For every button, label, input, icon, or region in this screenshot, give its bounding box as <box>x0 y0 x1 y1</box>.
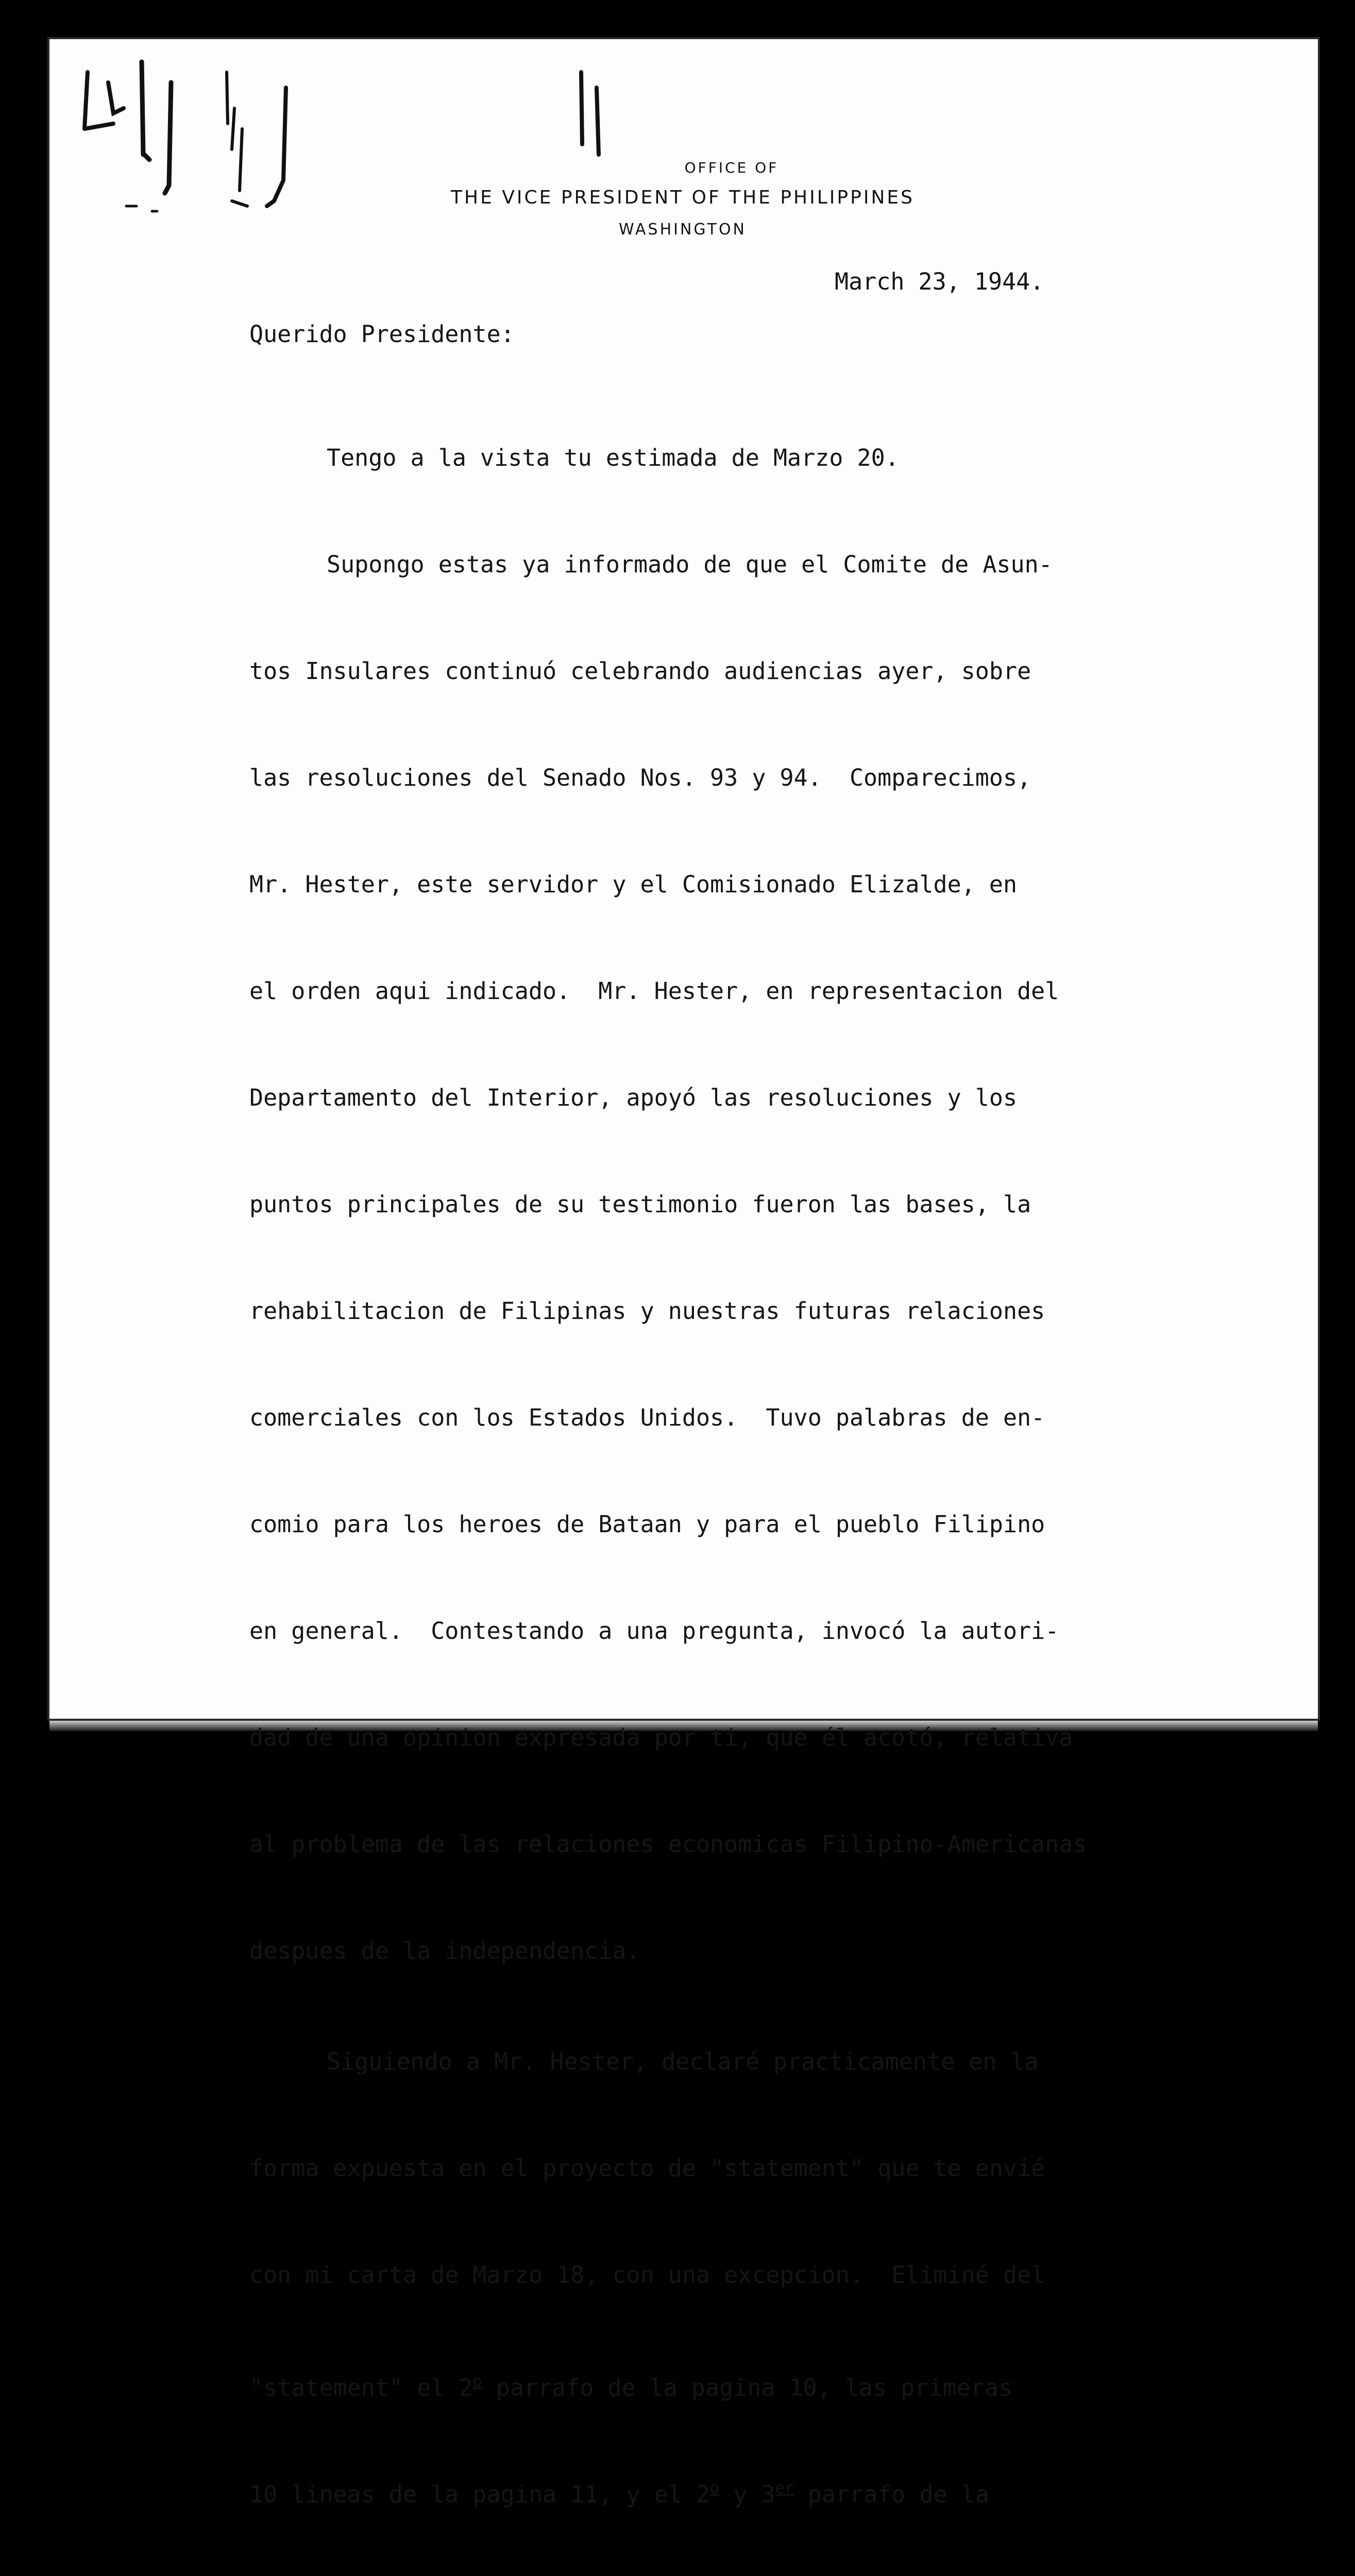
body-line: puntos principales de su testimonio fueron las bases, la <box>249 1191 1031 1218</box>
letterhead-city: WASHINGTON <box>619 221 747 239</box>
line-text: parrafo de la pagina 10, las primeras <box>482 2374 1013 2401</box>
body-line: al problema de las relaciones economicas Filipino-Americanas <box>249 1831 1087 1858</box>
body-line: tos Insulares continuó celebrando audiencias ayer, sobre <box>249 657 1031 685</box>
letterhead-office: OFFICE OF <box>684 159 779 176</box>
line-text: y 3 <box>719 2481 775 2508</box>
line-text: parrafo de la <box>793 2481 989 2508</box>
body-line: Supongo estas ya informado de que el Comite de Asun- <box>327 551 1053 578</box>
ordinal-suffix: o <box>710 2479 720 2497</box>
ordinal-suffix: o <box>472 2372 482 2391</box>
body-line: dad de una opinion expresada por ti, que él acotó, relativa <box>249 1724 1073 1751</box>
body-line <box>249 2462 1228 2514</box>
body-line: en general. Contestando a una pregunta, invocó la autori- <box>249 1617 1059 1645</box>
margin-mark <box>572 67 608 160</box>
body-line: Departamento del Interior, apoyó las resoluciones y los <box>249 1084 1018 1111</box>
body-line <box>249 2569 1228 2576</box>
body-line: Tengo a la vista tu estimada de Marzo 20. <box>327 444 899 471</box>
body-line: las resoluciones del Senado Nos. 93 y 94. Comparecimos, <box>249 764 1031 791</box>
line-text: 10 lineas de la pagina 11, y el 2 <box>249 2481 710 2508</box>
salutation: Querido Presidente: <box>249 320 515 348</box>
handwritten-marks <box>77 52 366 227</box>
body-line: comio para los heroes de Bataan y para el pueblo Filipino <box>249 1511 1045 1538</box>
letter-date: March 23, 1944. <box>835 268 1044 295</box>
letterhead <box>392 155 974 245</box>
ordinal-suffix: er <box>775 2479 794 2497</box>
body-line: con mi carta de Marzo 18, con una excepcion. Eliminé del <box>249 2261 1045 2289</box>
body-line: rehabilitacion de Filipinas y nuestras futuras relaciones <box>249 1297 1045 1325</box>
body-line: Mr. Hester, este servidor y el Comisionado Elizalde, en <box>249 871 1018 898</box>
body-line: Siguiendo a Mr. Hester, declaré practicamente en la <box>327 2048 1039 2075</box>
body-line: forma expuesta en el proyecto de "statement" que te envié <box>249 2155 1045 2182</box>
line-text: "statement" el 2 <box>249 2374 473 2401</box>
body-line: el orden aqui indicado. Mr. Hester, en representacion del <box>249 977 1059 1005</box>
letter-body <box>249 377 1228 2576</box>
body-line: comerciales con los Estados Unidos. Tuvo palabras de en- <box>249 1404 1045 1431</box>
body-line <box>249 2355 1228 2408</box>
body-line: despues de la independencia. <box>249 1937 640 1964</box>
letterhead-title: THE VICE PRESIDENT OF THE PHILIPPINES <box>451 187 914 208</box>
